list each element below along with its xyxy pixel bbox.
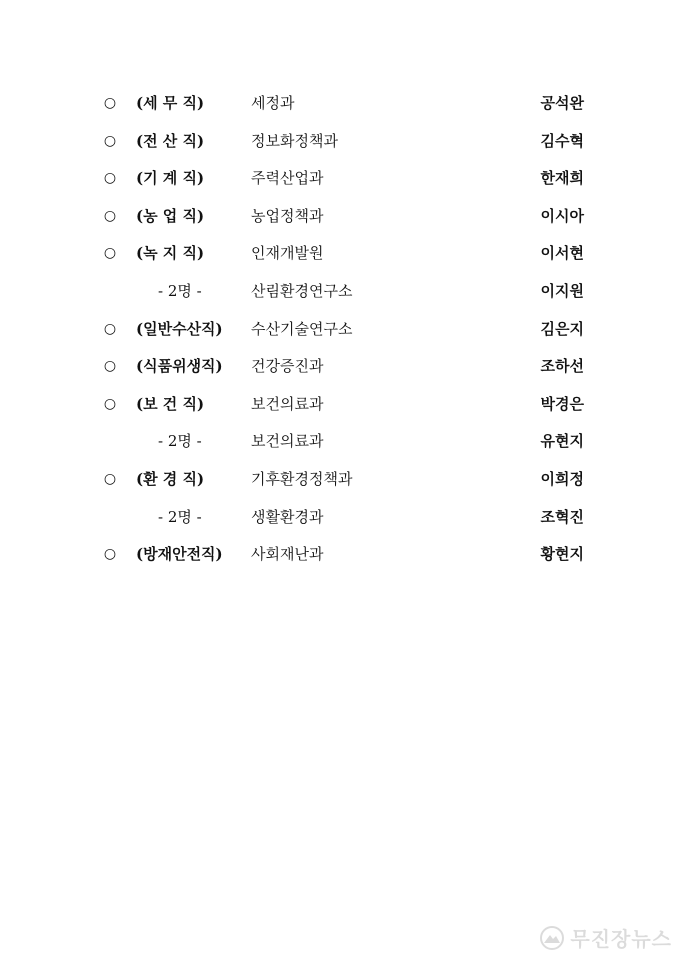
list-item xyxy=(0,198,680,236)
list-item xyxy=(0,123,680,161)
person-name: 유현지 xyxy=(540,432,584,451)
bullet-circle-icon: ○ xyxy=(103,207,117,224)
department: 기후환경정책과 xyxy=(251,469,353,488)
department: 주력산업과 xyxy=(251,169,324,188)
list-item xyxy=(0,235,680,273)
department: 산림환경연구소 xyxy=(251,281,353,300)
list-item xyxy=(0,348,680,386)
watermark xyxy=(540,923,672,952)
list-item xyxy=(0,311,680,349)
job-category: (세 무 직) xyxy=(136,94,205,112)
department: 보건의료과 xyxy=(251,394,324,413)
list-item xyxy=(0,85,680,123)
job-category: (기 계 직) xyxy=(136,169,205,188)
list-item xyxy=(0,160,680,198)
person-name: 김수혁 xyxy=(540,131,584,150)
department: 건강증진과 xyxy=(251,357,324,376)
list-item xyxy=(0,423,680,461)
department: 인재개발원 xyxy=(251,244,324,263)
department: 농업정책과 xyxy=(251,206,324,225)
bullet-circle-icon: ○ xyxy=(103,132,117,149)
bullet-circle-icon: ○ xyxy=(103,470,117,487)
bullet-circle-icon: ○ xyxy=(103,245,117,262)
department: 보건의료과 xyxy=(251,432,324,451)
list-item xyxy=(0,273,680,311)
job-category: (농 업 직) xyxy=(136,206,205,225)
list-item xyxy=(0,461,680,499)
job-category: (전 산 직) xyxy=(136,131,205,150)
department: 수산기술연구소 xyxy=(251,319,353,338)
list-item xyxy=(0,386,680,424)
person-name: 한재희 xyxy=(540,169,584,188)
person-name: 이시아 xyxy=(540,206,584,225)
person-name: 박경은 xyxy=(540,394,584,413)
job-category: (환 경 직) xyxy=(136,469,205,488)
watermark-text: 무진장뉴스 xyxy=(570,927,672,951)
job-category: (식품위생직) xyxy=(136,357,223,376)
bullet-circle-icon: ○ xyxy=(103,170,117,187)
appointment-list xyxy=(0,85,680,574)
person-name: 조혁진 xyxy=(540,507,584,526)
headcount-note: - 2명 - xyxy=(158,432,202,451)
list-item xyxy=(0,536,680,574)
person-name: 이서현 xyxy=(540,244,584,263)
job-category: (일반수산직) xyxy=(136,319,223,338)
department: 세정과 xyxy=(251,94,295,112)
bullet-circle-icon: ○ xyxy=(103,395,117,412)
person-name: 조하선 xyxy=(540,357,584,376)
department: 생활환경과 xyxy=(251,507,324,526)
bullet-circle-icon: ○ xyxy=(103,358,117,375)
person-name: 이희정 xyxy=(540,469,584,488)
department: 정보화정책과 xyxy=(251,131,338,150)
job-category: (녹 지 직) xyxy=(136,244,205,263)
job-category: (보 건 직) xyxy=(136,394,205,413)
mountain-logo-icon xyxy=(540,926,564,950)
person-name: 공석완 xyxy=(540,94,584,112)
bullet-circle-icon: ○ xyxy=(103,320,117,337)
bullet-circle-icon: ○ xyxy=(103,546,117,563)
person-name: 이지원 xyxy=(540,281,584,300)
headcount-note: - 2명 - xyxy=(158,507,202,526)
bullet-circle-icon: ○ xyxy=(103,95,117,111)
job-category: (방재안전직) xyxy=(136,545,223,564)
person-name: 황현지 xyxy=(540,545,584,564)
person-name: 김은지 xyxy=(540,319,584,338)
list-item xyxy=(0,499,680,537)
department: 사회재난과 xyxy=(251,545,324,564)
headcount-note: - 2명 - xyxy=(158,281,202,300)
